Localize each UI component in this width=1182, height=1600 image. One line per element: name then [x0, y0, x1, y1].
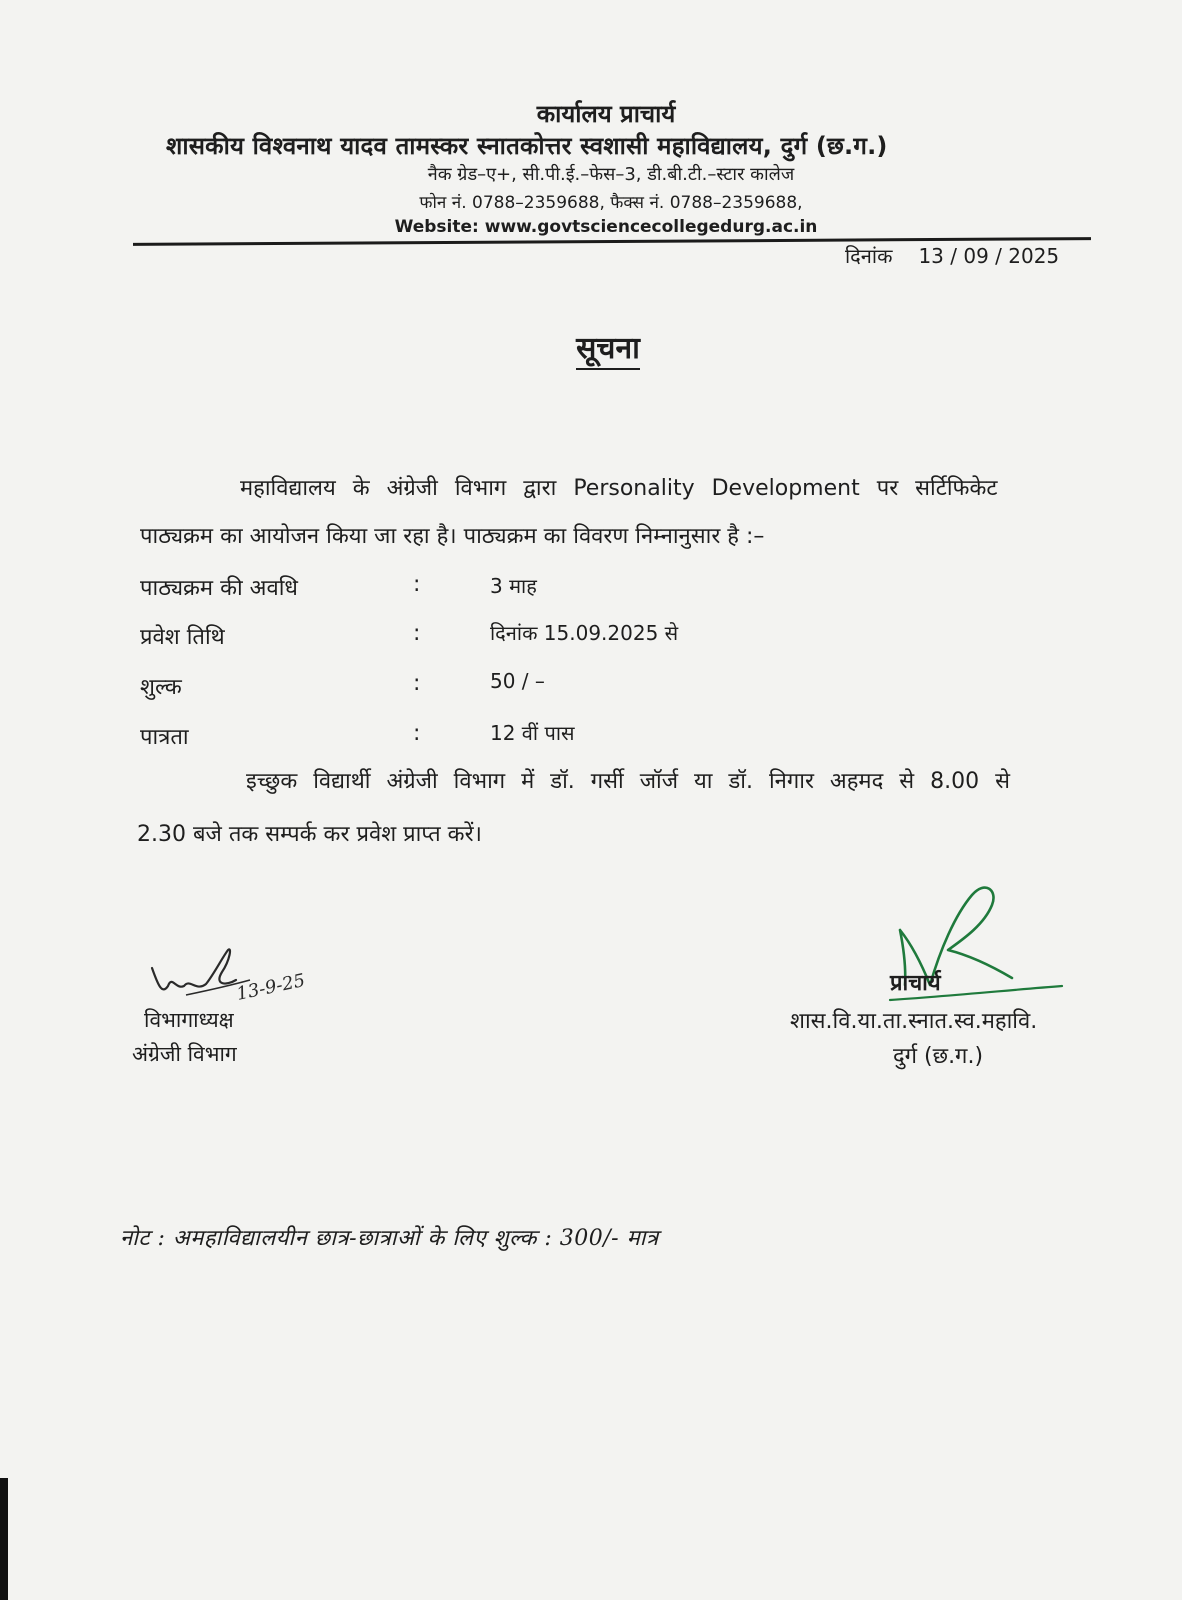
hod-title: विभागाध्यक्ष — [144, 1008, 234, 1032]
detail-label-fee: शुल्क — [140, 675, 182, 700]
principal-city: दुर्ग (छ.ग.) — [893, 1044, 984, 1069]
hod-department: अंग्रेजी विभाग — [132, 1042, 237, 1066]
detail-label-eligibility: पात्रता — [140, 725, 189, 750]
contact-line-2: 2.30 बजे तक सम्पर्क कर प्रवेश प्राप्त करें। — [137, 822, 482, 847]
intro-line-2: पाठ्यक्रम का आयोजन किया जा रहा है। पाठ्यक्रम का विवरण निम्नानुसार है :– — [140, 524, 765, 549]
detail-value-duration: 3 माह — [490, 574, 537, 598]
college-name: शासकीय विश्वनाथ यादव तामस्कर स्नातकोत्तर स्वशासी महाविद्यालय, दुर्ग (छ.ग.) — [166, 132, 888, 160]
notice-title: सूचना — [0, 326, 1182, 367]
contact-line-1: इच्छुक विद्यार्थी अंग्रेजी विभाग में डॉ. गर्सी जॉर्ज या डॉ. निगार अहमद से 8.00 से — [246, 769, 1010, 794]
office-heading: कार्यालय प्राचार्य — [536, 100, 676, 128]
detail-value-eligibility: 12 वीं पास — [490, 721, 575, 745]
principal-institution: शास.वि.या.ता.स्नात.स्व.महावि. — [790, 1009, 1038, 1034]
date-value: 13 / 09 / 2025 — [918, 244, 1060, 268]
page-edge-shadow — [0, 1478, 8, 1600]
handwritten-note: नोट : अमहाविद्यालयीन छात्र-छात्राओं के लिए शुल्क : 300/- मात्र — [120, 1226, 659, 1251]
detail-label-admission-date: प्रवेश तिथि — [140, 625, 225, 650]
contact-line: फोन नं. 0788–2359688, फैक्स नं. 0788–2359688, — [419, 193, 803, 213]
detail-value-fee: 50 / – — [490, 669, 545, 693]
detail-colon: : — [413, 671, 421, 696]
website-line: Website: www.govtsciencecollegedurg.ac.in — [394, 217, 818, 237]
detail-label-duration: पाठ्यक्रम की अवधि — [140, 576, 298, 601]
principal-title: प्राचार्य — [890, 971, 941, 996]
intro-line-1: महाविद्यालय के अंग्रेजी विभाग द्वारा Personality Development पर सर्टिफिकेट — [240, 476, 998, 501]
date-label: दिनांक — [845, 244, 893, 268]
detail-colon: : — [413, 721, 421, 746]
detail-colon: : — [413, 621, 421, 646]
detail-value-admission-date: दिनांक 15.09.2025 से — [490, 621, 679, 645]
accreditation-line: नैक ग्रेड–ए+, सी.पी.ई.–फेस–3, डी.बी.टी.–स्टार कालेज — [427, 164, 795, 185]
detail-colon: : — [413, 572, 421, 597]
left-signature-date: 13-9-25 — [234, 969, 307, 1005]
